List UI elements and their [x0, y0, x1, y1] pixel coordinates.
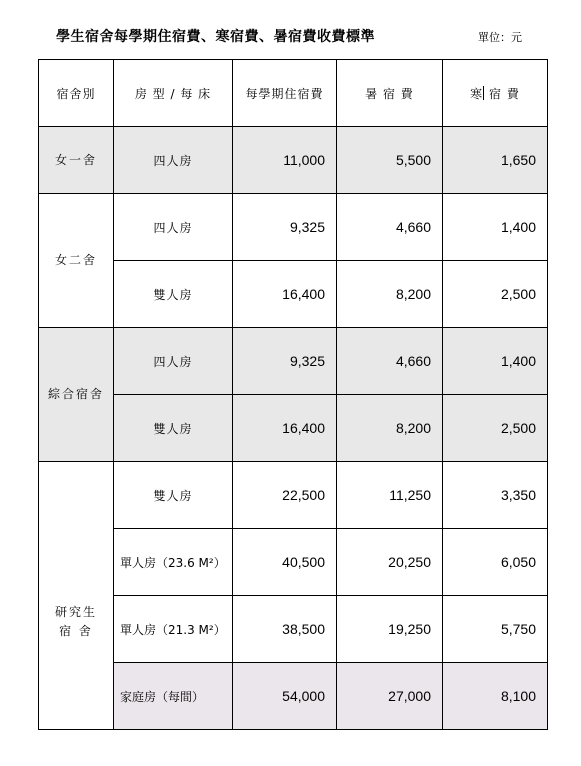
- summer-fee: 4,660: [337, 328, 443, 395]
- table-row: [39, 328, 548, 395]
- header-summer: 暑 宿 費: [337, 60, 443, 127]
- winter-fee: 1,400: [443, 328, 548, 395]
- summer-fee: 8,200: [337, 261, 443, 328]
- fee-table: [38, 59, 548, 730]
- table-row: [39, 261, 548, 328]
- document-title: 學生宿舍每學期住宿費、寒宿費、暑宿費收費標準: [56, 29, 375, 45]
- summer-fee: 27,000: [337, 663, 443, 730]
- summer-fee: 8,200: [337, 395, 443, 462]
- semester-fee: 9,325: [233, 194, 337, 261]
- room-type: 雙人房: [114, 462, 233, 529]
- room-type: 單人房（21.3 M²）: [114, 596, 233, 663]
- room-type: 雙人房: [114, 261, 233, 328]
- table-row: [39, 529, 548, 596]
- header-room: 房 型 / 每 床: [114, 60, 233, 127]
- summer-fee: 5,500: [337, 127, 443, 194]
- header-row: [39, 60, 548, 127]
- table-row: [39, 395, 548, 462]
- summer-fee: 11,250: [337, 462, 443, 529]
- room-type: 雙人房: [114, 395, 233, 462]
- semester-fee: 16,400: [233, 395, 337, 462]
- header-semester: 每學期住宿費: [233, 60, 337, 127]
- summer-fee: 20,250: [337, 529, 443, 596]
- semester-fee: 11,000: [233, 127, 337, 194]
- semester-fee: 54,000: [233, 663, 337, 730]
- table-row: [39, 596, 548, 663]
- dorm-name: 綜合宿舍: [39, 328, 114, 462]
- winter-fee: 3,350: [443, 462, 548, 529]
- dorm-name: 女一舍: [39, 127, 114, 194]
- room-type: 四人房: [114, 194, 233, 261]
- room-type: 單人房（23.6 M²）: [114, 529, 233, 596]
- room-type: 家庭房（每間）: [114, 663, 233, 730]
- semester-fee: 40,500: [233, 529, 337, 596]
- header-winter-b: 宿 費: [484, 86, 520, 101]
- header-dorm: 宿舍別: [39, 60, 114, 127]
- unit-label: 單位：元: [478, 31, 522, 44]
- winter-fee: 1,650: [443, 127, 548, 194]
- room-type: 四人房: [114, 328, 233, 395]
- table-row: [39, 127, 548, 194]
- winter-fee: 5,750: [443, 596, 548, 663]
- winter-fee: 6,050: [443, 529, 548, 596]
- dorm-name-line2: 宿 舍: [59, 623, 93, 638]
- summer-fee: 4,660: [337, 194, 443, 261]
- table-row: [39, 462, 548, 529]
- winter-fee: 1,400: [443, 194, 548, 261]
- room-type: 四人房: [114, 127, 233, 194]
- semester-fee: 16,400: [233, 261, 337, 328]
- table-row: [39, 663, 548, 730]
- header-winter-a: 寒: [470, 86, 484, 101]
- winter-fee: 2,500: [443, 395, 548, 462]
- winter-fee: 8,100: [443, 663, 548, 730]
- semester-fee: 9,325: [233, 328, 337, 395]
- semester-fee: 22,500: [233, 462, 337, 529]
- winter-fee: 2,500: [443, 261, 548, 328]
- dorm-name: 女二舍: [39, 194, 114, 328]
- dorm-name: [39, 462, 114, 730]
- summer-fee: 19,250: [337, 596, 443, 663]
- semester-fee: 38,500: [233, 596, 337, 663]
- header-winter[interactable]: [443, 60, 548, 127]
- table-row: [39, 194, 548, 261]
- dorm-name-line1: 研究生: [54, 604, 97, 619]
